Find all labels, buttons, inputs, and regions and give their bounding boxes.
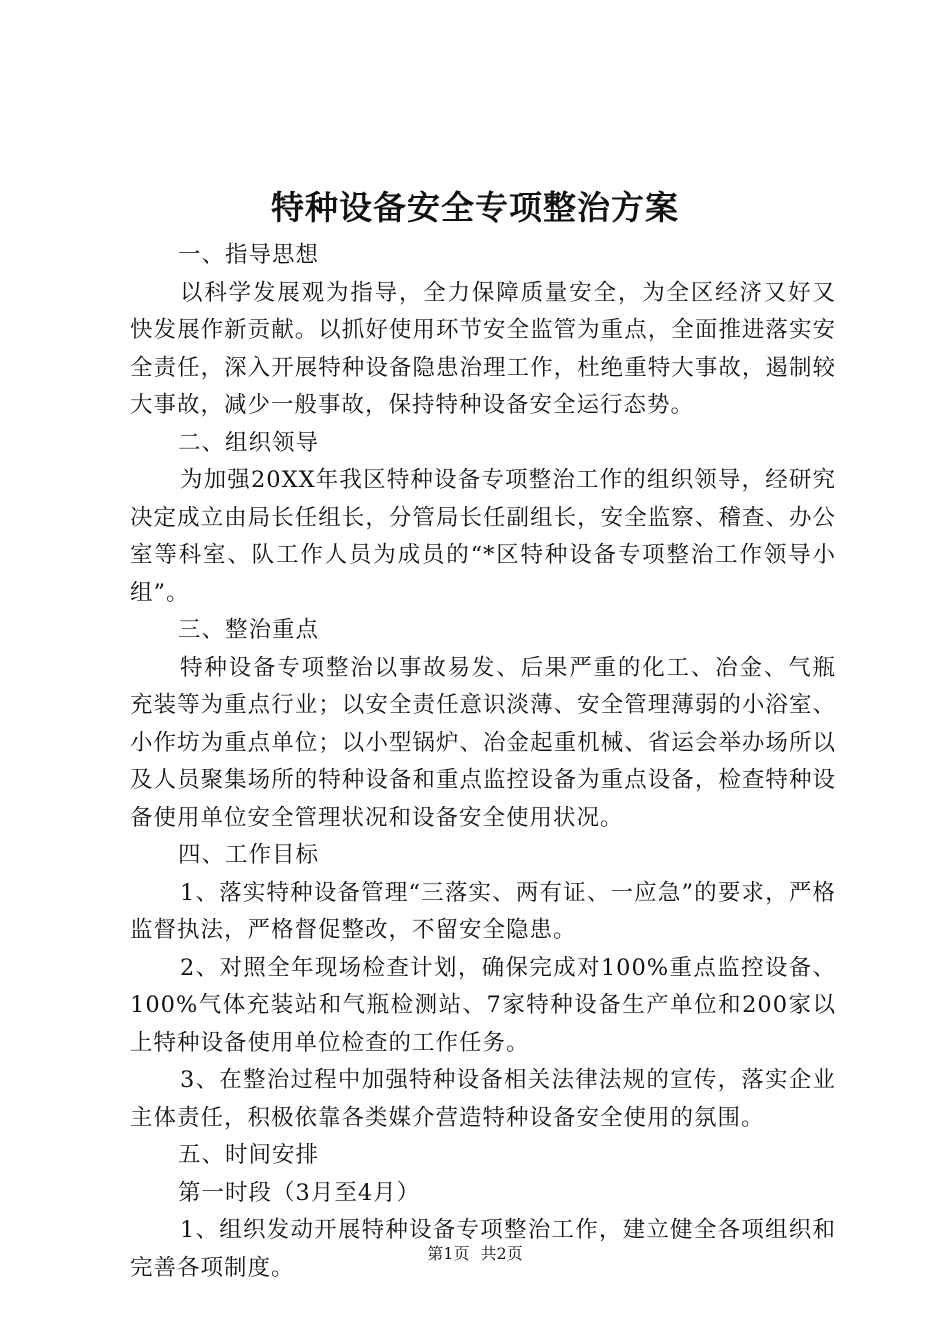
body-paragraph: 为加强20XX年我区特种设备专项整治工作的组织领导，经研究决定成立由局长任组长，分管局长任副组长，安全监察、稽查、办公室等科室、队工作人员为成员的“*区特种设备专项整治工作领导小组”。 [130, 467, 836, 606]
section-heading: 一、指导思想 [178, 242, 320, 268]
document-title: 特种设备安全专项整治方案 [271, 188, 679, 227]
section-heading: 三、整治重点 [178, 617, 320, 643]
body-paragraph: 1、组织发动开展特种设备专项整治工作，建立健全各项组织和完善各项制度。 [130, 1217, 836, 1281]
page-footer [0, 1243, 950, 1265]
body-paragraph: 2、对照全年现场检查计划，确保完成对100%重点监控设备、100%气体充装站和气瓶检测站、7家特种设备生产单位和200家以上特种设备使用单位检查的工作任务。 [130, 954, 836, 1056]
section-heading: 五、时间安排 [178, 1142, 320, 1168]
body-paragraph: 特种设备专项整治以事故易发、后果严重的化工、冶金、气瓶充装等为重点行业；以安全责任意识淡薄、安全管理薄弱的小浴室、小作坊为重点单位；以小型锅炉、冶金起重机械、省运会举办场所以及人员聚集场所的特种设备和重点监控设备为重点设备，检查特种设备使用单位安全管理状况和设备安全使用状况。 [130, 654, 836, 831]
page-number: 第1页 [427, 1244, 470, 1263]
document-body [130, 237, 836, 1287]
body-paragraph: 3、在整治过程中加强特种设备相关法律法规的宣传，落实企业主体责任，积极依靠各类媒介营造特种设备安全使用的氛围。 [130, 1067, 836, 1131]
section-heading: 四、工作目标 [178, 842, 320, 868]
page-total: 共2页 [480, 1244, 523, 1263]
body-paragraph: 以科学发展观为指导，全力保障质量安全，为全区经济又好又快发展作新贡献。以抓好使用环节安全监管为重点，全面推进落实安全责任，深入开展特种设备隐患治理工作，杜绝重特大事故，遏制较大事故，减少一般事故，保持特种设备安全运行态势。 [130, 279, 836, 418]
section-heading: 第一时段（3月至4月） [178, 1179, 421, 1206]
section-heading: 二、组织领导 [178, 429, 320, 456]
body-paragraph: 1、落实特种设备管理“三落实、两有证、一应急”的要求，严格监督执法，严格督促整改，不留安全隐患。 [130, 879, 836, 943]
